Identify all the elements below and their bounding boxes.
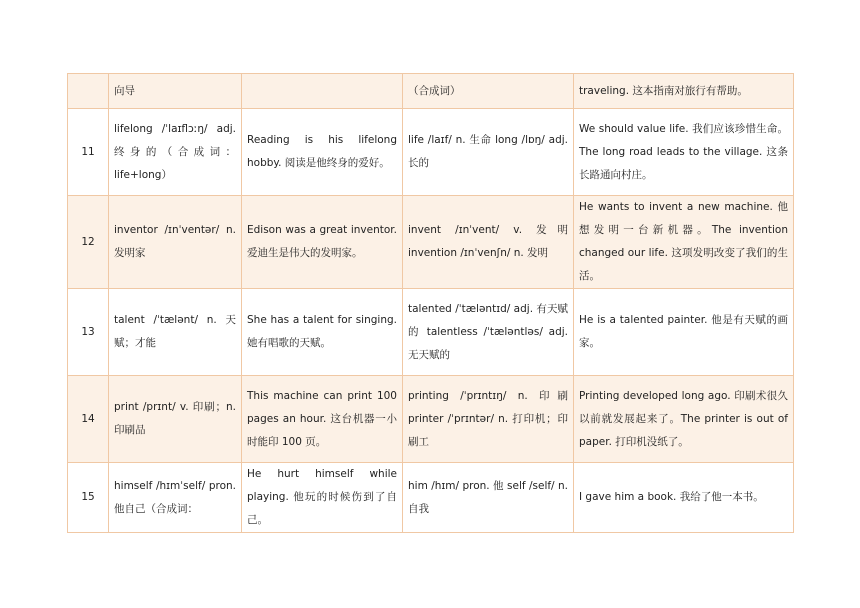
table-row	[68, 74, 794, 109]
example-cell: She has a talent for singing. 她有唱歌的天赋。	[242, 289, 403, 376]
vocabulary-table	[67, 73, 794, 533]
sentence-cell: I gave him a book. 我给了他一本书。	[574, 463, 794, 533]
example-cell: Edison was a great inventor. 爱迪生是伟大的发明家。	[242, 196, 403, 289]
word-cell: inventor /ɪnˈventər/ n. 发明家	[109, 196, 242, 289]
row-number: 15	[68, 463, 109, 533]
table-row	[68, 463, 794, 533]
row-number: 14	[68, 376, 109, 463]
table-row	[68, 376, 794, 463]
word-cell: lifelong /ˈlaɪflɔːŋ/ adj. 终身的（合成词：life+long）	[109, 109, 242, 196]
related-words-cell: him /hɪm/ pron. 他 self /self/ n. 自我	[403, 463, 574, 533]
sentence-cell: He wants to invent a new machine. 他想发明一台新机器。The invention changed our life. 这项发明改变了我们的生活。	[574, 196, 794, 289]
related-words-cell: life /laɪf/ n. 生命 long /lɒŋ/ adj. 长的	[403, 109, 574, 196]
word-cell: talent /ˈtælənt/ n. 天赋；才能	[109, 289, 242, 376]
sentence-cell: traveling. 这本指南对旅行有帮助。	[574, 74, 794, 109]
sentence-cell: Printing developed long ago. 印刷术很久以前就发展起来了。The printer is out of paper. 打印机没纸了。	[574, 376, 794, 463]
sentence-cell: We should value life. 我们应该珍惜生命。The long road leads to the village. 这条长路通向村庄。	[574, 109, 794, 196]
table-row	[68, 289, 794, 376]
related-words-cell: talented /ˈtæləntɪd/ adj. 有天赋的 talentless /ˈtæləntləs/ adj. 无天赋的	[403, 289, 574, 376]
example-cell: He hurt himself while playing. 他玩的时候伤到了自己。	[242, 463, 403, 533]
row-number	[68, 74, 109, 109]
related-words-cell: printing /ˈprɪntɪŋ/ n. 印刷 printer /ˈprɪntər/ n. 打印机；印刷工	[403, 376, 574, 463]
sentence-cell: He is a talented painter. 他是有天赋的画家。	[574, 289, 794, 376]
related-words-cell: invent /ɪnˈvent/ v. 发明 invention /ɪnˈvenʃn/ n. 发明	[403, 196, 574, 289]
example-cell: Reading is his lifelong hobby. 阅读是他终身的爱好。	[242, 109, 403, 196]
word-cell: himself /hɪmˈself/ pron. 他自己（合成词：	[109, 463, 242, 533]
table-row	[68, 196, 794, 289]
word-cell: print /prɪnt/ v. 印刷；n. 印刷品	[109, 376, 242, 463]
table-row	[68, 109, 794, 196]
related-words-cell: （合成词）	[403, 74, 574, 109]
row-number: 13	[68, 289, 109, 376]
example-cell	[242, 74, 403, 109]
row-number: 11	[68, 109, 109, 196]
example-cell: This machine can print 100 pages an hour. 这台机器一小时能印 100 页。	[242, 376, 403, 463]
word-cell: 向导	[109, 74, 242, 109]
row-number: 12	[68, 196, 109, 289]
